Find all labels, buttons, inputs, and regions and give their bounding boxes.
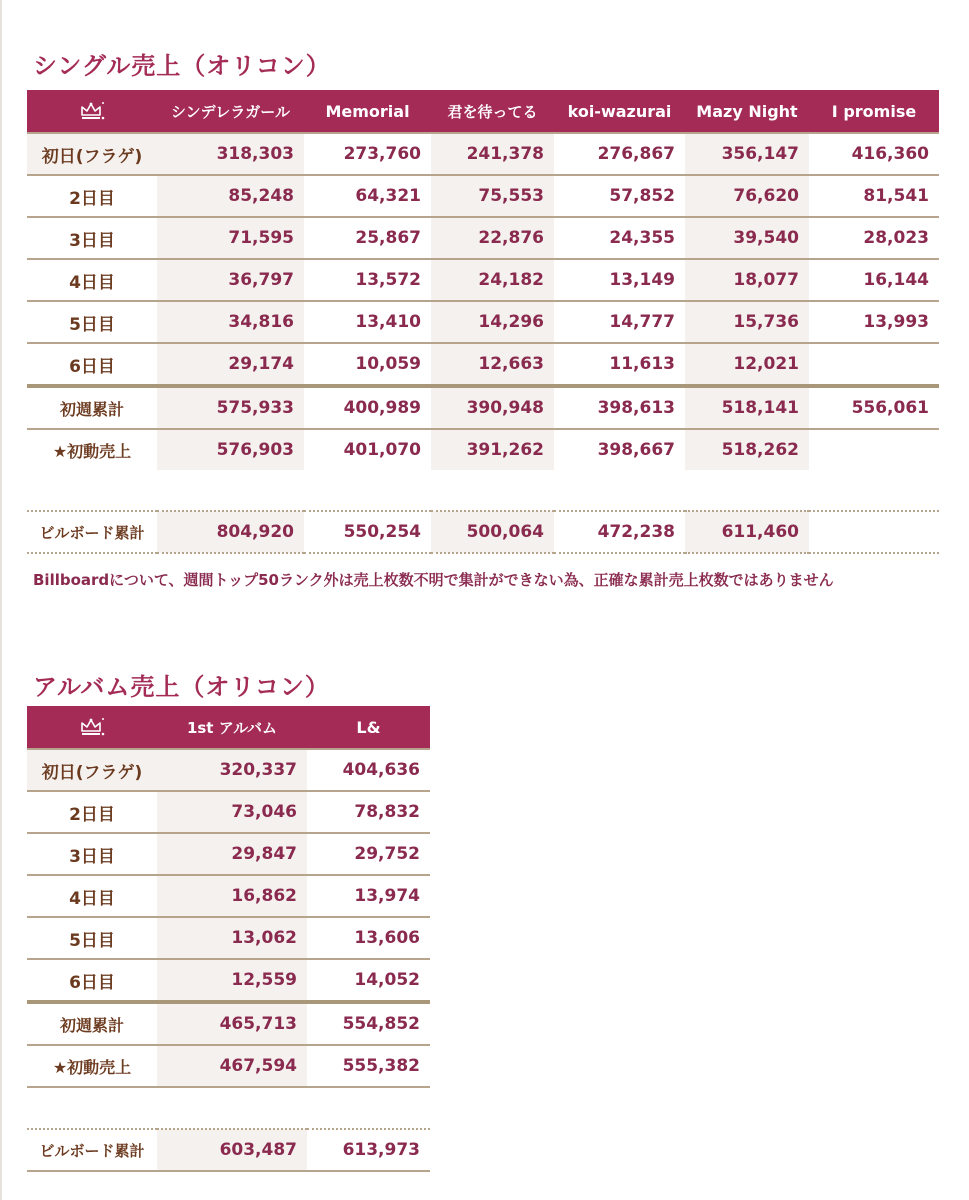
table-cell: 356,147 bbox=[685, 133, 809, 175]
billboard-row bbox=[27, 1129, 430, 1171]
table-cell: 575,933 bbox=[157, 386, 304, 429]
singles-header-corner bbox=[27, 90, 157, 133]
table-cell: 14,052 bbox=[307, 959, 430, 1002]
table-cell: 554,852 bbox=[307, 1002, 430, 1045]
billboard-note: Billboardについて、週間トップ50ランク外は売上枚数不明で集計ができない為、正確な累計売上枚数ではありません bbox=[33, 571, 834, 589]
table-cell: 273,760 bbox=[304, 133, 431, 175]
table-cell: 24,355 bbox=[554, 217, 685, 259]
table-cell: 804,920 bbox=[157, 511, 304, 553]
table-cell bbox=[809, 343, 939, 386]
table-cell: 24,182 bbox=[431, 259, 554, 301]
albums-table bbox=[27, 706, 430, 1172]
row-label: 4日目 bbox=[27, 875, 157, 917]
table-cell: 398,667 bbox=[597, 440, 675, 460]
row-label: 初日(フラゲ) bbox=[27, 133, 157, 175]
table-row bbox=[27, 1002, 430, 1045]
table-cell: 472,238 bbox=[554, 511, 685, 553]
row-label: 初日(フラゲ) bbox=[27, 749, 157, 791]
table-cell: 15,736 bbox=[685, 301, 809, 343]
table-cell: 10,059 bbox=[304, 343, 431, 386]
table-cell: 12,663 bbox=[431, 343, 554, 386]
billboard-row bbox=[27, 511, 939, 553]
table-cell: 320,337 bbox=[157, 749, 307, 791]
table-spacer-row bbox=[27, 1087, 430, 1129]
row-label: 2日目 bbox=[27, 791, 157, 833]
row-label: 3日目 bbox=[27, 833, 157, 875]
table-cell: 18,077 bbox=[685, 259, 809, 301]
table-cell: 13,606 bbox=[307, 917, 430, 959]
table-cell: 518,262 bbox=[685, 429, 809, 470]
table-row bbox=[27, 875, 430, 917]
table-cell: 16,144 bbox=[809, 259, 939, 301]
table-cell: 34,816 bbox=[157, 301, 304, 343]
table-cell: 13,410 bbox=[304, 301, 431, 343]
row-label: ビルボード累計 bbox=[27, 511, 157, 553]
singles-section-title: シングル売上（オリコン） bbox=[33, 52, 331, 80]
singles-col-header: Memorial bbox=[304, 90, 431, 133]
albums-section-title: アルバム売上（オリコン） bbox=[33, 673, 330, 701]
table-cell: 64,321 bbox=[304, 175, 431, 217]
singles-header-row bbox=[27, 90, 939, 133]
singles-col-header: 君を待ってる bbox=[431, 90, 554, 133]
table-cell: 16,862 bbox=[157, 875, 307, 917]
row-label: 5日目 bbox=[27, 301, 157, 343]
table-cell: 400,989 bbox=[304, 386, 431, 429]
crown-icon bbox=[79, 100, 105, 122]
table-cell: 404,636 bbox=[307, 749, 430, 791]
table-cell: 13,974 bbox=[307, 875, 430, 917]
table-cell: 398,613 bbox=[554, 386, 685, 429]
row-label: 3日目 bbox=[27, 217, 157, 259]
table-cell: 576,903 bbox=[157, 429, 304, 470]
table-row bbox=[27, 301, 939, 343]
row-label: 初週累計 bbox=[27, 386, 157, 429]
table-cell: 416,360 bbox=[809, 133, 939, 175]
row-label: 初週累計 bbox=[27, 1002, 157, 1045]
crown-icon bbox=[79, 716, 105, 738]
table-row bbox=[27, 259, 939, 301]
table-row bbox=[27, 1045, 430, 1087]
table-row bbox=[27, 343, 939, 386]
row-label: 5日目 bbox=[27, 917, 157, 959]
albums-col-header: 1st アルバム bbox=[157, 706, 307, 749]
table-cell: 71,595 bbox=[157, 217, 304, 259]
table-row bbox=[27, 429, 939, 470]
dotted-divider bbox=[27, 1087, 430, 1129]
table-cell: 39,540 bbox=[685, 217, 809, 259]
table-cell bbox=[809, 511, 939, 553]
table-cell: 29,847 bbox=[157, 833, 307, 875]
singles-col-header: I promise bbox=[809, 90, 939, 133]
table-cell: 611,460 bbox=[685, 511, 809, 553]
table-cell bbox=[809, 429, 939, 470]
table-cell: 550,254 bbox=[304, 511, 431, 553]
row-label: ★初動売上 bbox=[52, 441, 132, 461]
table-cell: 556,061 bbox=[809, 386, 939, 429]
table-cell: 13,993 bbox=[809, 301, 939, 343]
row-label: 2日目 bbox=[27, 175, 157, 217]
table-cell: 13,149 bbox=[554, 259, 685, 301]
table-cell: 13,062 bbox=[157, 917, 307, 959]
table-cell: 390,948 bbox=[431, 386, 554, 429]
table-cell: 22,876 bbox=[431, 217, 554, 259]
table-row bbox=[27, 959, 430, 1002]
row-label: ★初動売上 bbox=[27, 1045, 157, 1087]
albums-header-corner bbox=[27, 706, 157, 749]
table-cell: 78,832 bbox=[307, 791, 430, 833]
table-cell: 85,248 bbox=[157, 175, 304, 217]
page-left-rule bbox=[0, 0, 2, 1200]
albums-header-row bbox=[27, 706, 430, 749]
table-row bbox=[27, 917, 430, 959]
row-label: ビルボード累計 bbox=[27, 1129, 157, 1171]
table-cell: 25,867 bbox=[304, 217, 431, 259]
table-cell: 13,572 bbox=[304, 259, 431, 301]
table-cell: 603,487 bbox=[157, 1129, 307, 1171]
table-cell: 29,752 bbox=[307, 833, 430, 875]
table-cell: 75,553 bbox=[431, 175, 554, 217]
table-cell: 14,777 bbox=[554, 301, 685, 343]
table-row bbox=[27, 175, 939, 217]
table-row bbox=[27, 749, 430, 791]
singles-col-header: koi-wazurai bbox=[554, 90, 685, 133]
table-row bbox=[27, 133, 939, 175]
table-cell: 36,797 bbox=[157, 259, 304, 301]
table-cell: 467,594 bbox=[157, 1045, 307, 1087]
table-cell: 29,174 bbox=[157, 343, 304, 386]
table-cell: 28,023 bbox=[809, 217, 939, 259]
table-cell: 57,852 bbox=[554, 175, 685, 217]
table-cell: 613,973 bbox=[307, 1129, 430, 1171]
singles-table bbox=[27, 90, 939, 554]
table-row bbox=[27, 386, 939, 429]
table-row bbox=[27, 217, 939, 259]
table-cell: 391,262 bbox=[431, 429, 554, 470]
dotted-divider bbox=[27, 470, 939, 511]
row-label: 6日目 bbox=[27, 959, 157, 1002]
table-cell: 401,070 bbox=[343, 440, 421, 460]
table-cell: 11,613 bbox=[554, 343, 685, 386]
table-cell: 555,382 bbox=[307, 1045, 430, 1087]
table-cell: 73,046 bbox=[157, 791, 307, 833]
table-cell: 12,021 bbox=[685, 343, 809, 386]
singles-col-header: Mazy Night bbox=[685, 90, 809, 133]
table-cell: 518,141 bbox=[685, 386, 809, 429]
table-cell: 76,620 bbox=[685, 175, 809, 217]
table-cell: 500,064 bbox=[431, 511, 554, 553]
row-label: 6日目 bbox=[27, 343, 157, 386]
table-cell: 318,303 bbox=[157, 133, 304, 175]
table-spacer-row bbox=[27, 470, 939, 511]
table-cell: 465,713 bbox=[157, 1002, 307, 1045]
albums-col-header: L& bbox=[307, 706, 430, 749]
table-cell: 276,867 bbox=[554, 133, 685, 175]
table-cell: 81,541 bbox=[809, 175, 939, 217]
table-cell: 12,559 bbox=[157, 959, 307, 1002]
singles-col-header: シンデレラガール bbox=[157, 90, 304, 133]
table-row bbox=[27, 791, 430, 833]
table-cell: 241,378 bbox=[431, 133, 554, 175]
table-cell: 14,296 bbox=[431, 301, 554, 343]
table-row bbox=[27, 833, 430, 875]
row-label: 4日目 bbox=[27, 259, 157, 301]
